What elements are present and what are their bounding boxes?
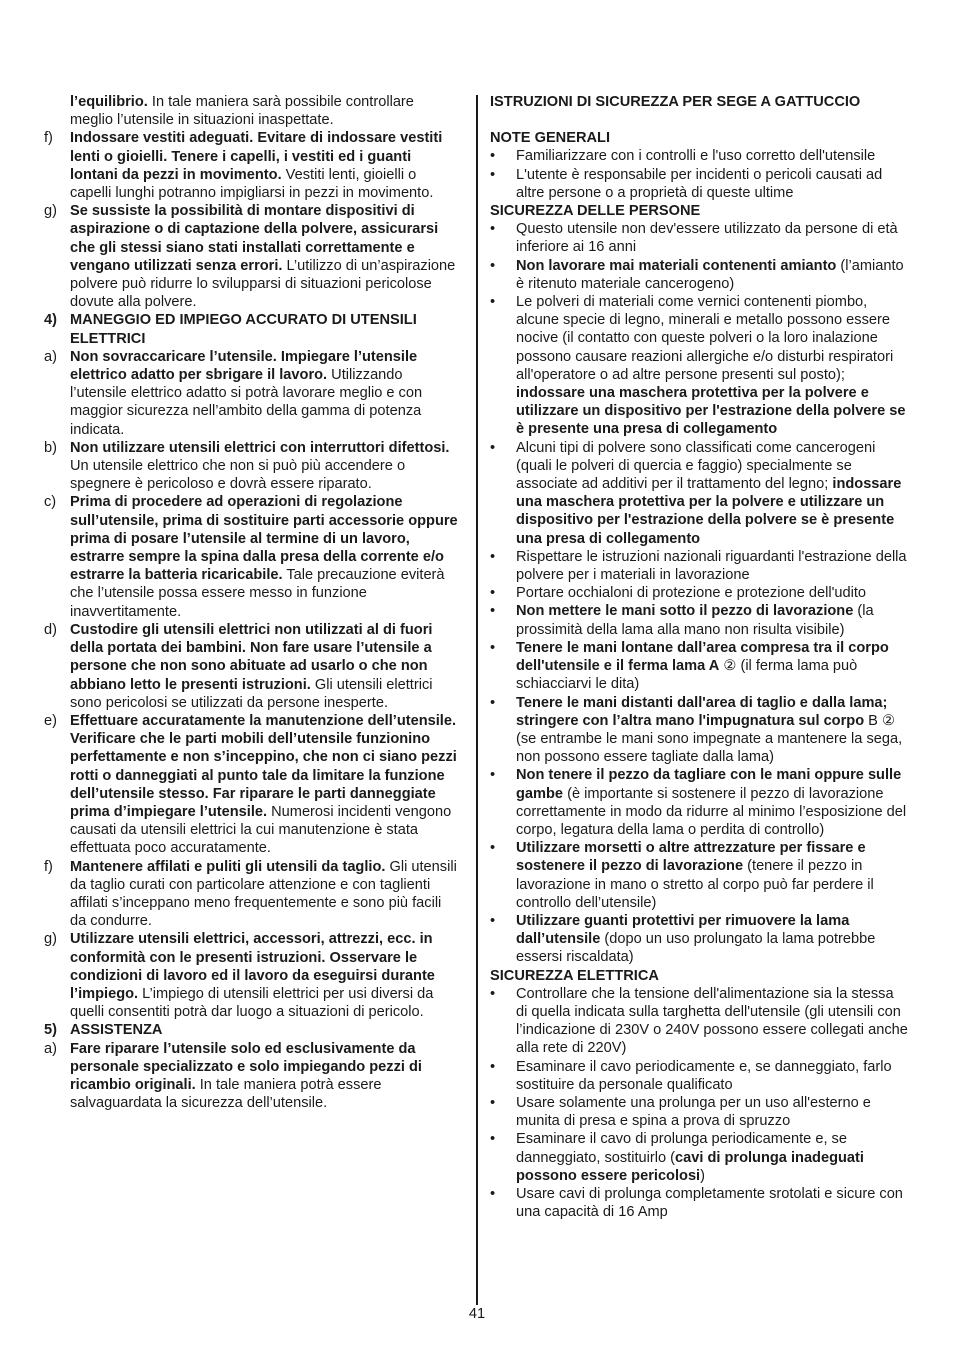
instruction-item	[44, 1040, 458, 1113]
bullet-text: Portare occhialoni di protezione e protezione dell'udito	[516, 585, 867, 602]
bullet-icon: •	[490, 639, 496, 656]
item-bold-text: Custodire gli utensili elettrici non utilizzati al di fuori della portata dei bambini. Non fare usare l’utensile a persone che non sono abituate ad usarlo o che non abbiano letto le presenti istruzioni.	[70, 621, 433, 693]
bullet-item	[490, 257, 908, 293]
item-marker: f)	[44, 858, 53, 875]
left-item-list	[44, 129, 458, 1112]
item-bold-text: Indossare vestiti adeguati. Evitare di indossare vestiti lenti o gioielli. Tenere i capelli, i vestiti ed i guanti lontani da pezzi in movimento.	[70, 130, 443, 183]
right-column	[490, 93, 908, 1221]
bullet-icon: •	[490, 257, 496, 274]
bullet-bold-text: indossare una maschera protettiva per la polvere e utilizzare un dispositivo per l'estrazione della polvere se è presente una presa di collegamento	[516, 385, 906, 438]
bullet-icon: •	[490, 148, 496, 165]
column-divider	[476, 95, 478, 1305]
bullet-item	[490, 293, 908, 439]
bullet-item	[490, 1185, 908, 1221]
bullet-icon: •	[490, 912, 496, 929]
bullet-bold-text: Non mettere le mani sotto il pezzo di lavorazione	[516, 603, 854, 620]
bullet-text: B ② (se entrambe le mani sono impegnate a mantenere la sega, non possono essere tagliate dalla lama)	[516, 712, 903, 766]
bullet-icon: •	[490, 294, 496, 311]
bullet-item	[490, 147, 908, 165]
bullet-item	[490, 694, 908, 767]
section-heading: SICUREZZA DELLE PERSONE	[490, 203, 701, 220]
bullet-icon: •	[490, 221, 496, 238]
bullet-text: Familiarizzare con i controlli e l'uso corretto dell'utensile	[516, 148, 876, 165]
right-section-list	[490, 129, 908, 1221]
item-marker: a)	[44, 1040, 57, 1057]
item-text: L’utilizzo di un’aspirazione polvere può ridurre lo svilupparsi di situazioni pericolose dovute alla polvere.	[70, 257, 456, 311]
bullet-bold-text: Utilizzare guanti protettivi per rimuovere la lama dall’utensile	[516, 912, 850, 948]
bullet-item	[490, 766, 908, 839]
section-heading: SICUREZZA ELETTRICA	[490, 967, 659, 984]
bullet-item	[490, 639, 908, 694]
item-bold-text: Non utilizzare utensili elettrici con interruttori difettosi.	[70, 439, 450, 456]
item-bold-text: ASSISTENZA	[70, 1022, 163, 1039]
item-bold-text: MANEGGIO ED IMPIEGO ACCURATO DI UTENSILI ELETTRICI	[70, 312, 417, 347]
instruction-item	[44, 348, 458, 439]
bullet-item	[490, 548, 908, 584]
item-text: L’impiego di utensili elettrici per usi diversi da quelli consentiti potrà dar luogo a situazioni di pericolo.	[70, 985, 434, 1021]
bullet-text: (l’amianto è ritenuto materiale cancerogeno)	[516, 257, 904, 292]
bullet-bold-text: indossare una maschera protettiva per la polvere e utilizzare un dispositivo per l'estrazione della polvere se è presente una presa di collegamento	[516, 476, 902, 547]
bullet-bold-text: Tenere le mani lontane dall’area compresa tra il corpo dell'utensile e il ferma lama A	[516, 639, 889, 675]
item-text: Tale precauzione eviterà che l’utensile possa essere messo in funzione inavvertitamente.	[70, 567, 445, 620]
item-text: Gli utensili elettrici sono pericolosi se utilizzati da persone inesperte.	[70, 676, 433, 711]
page-number: 41	[468, 1306, 486, 1322]
bullet-item	[490, 439, 908, 548]
item-bold-text: Mantenere affilati e puliti gli utensili da taglio.	[70, 858, 386, 875]
bullet-item	[490, 166, 908, 202]
item-bold-text: Non sovraccaricare l’utensile. Impiegare l’utensile elettrico adatto per sbrigare il lavoro.	[70, 348, 418, 384]
bullet-icon: •	[490, 166, 496, 183]
document-title: ISTRUZIONI DI SICUREZZA PER SEGE A GATTUCCIO	[490, 94, 861, 110]
bullet-text: (la prossimità della lama alla mano non risulta visibile)	[516, 603, 874, 638]
bullet-text: (tenere il pezzo in lavorazione in mano o stretto al corpo può far perdere il controllo dell’utensile)	[516, 858, 874, 911]
bullet-icon: •	[490, 1058, 496, 1075]
bullet-bold-text: cavi di prolunga inadeguati possono essere pericolosi	[516, 1149, 864, 1184]
item-marker: g)	[44, 203, 57, 220]
item-text: In tale maniera potrà essere salvaguardata la sicurezza dell’utensile.	[70, 1076, 382, 1112]
bullet-text: Alcuni tipi di polvere sono classificati come cancerogeni (quali le polveri di quercia e faggio) specialmente se associate ad additivi per il trattamento del legno;	[516, 439, 876, 493]
bullet-text: L'utente è responsabile per incidenti o pericoli causati ad altre persone o a proprietà di queste ultime	[516, 166, 883, 201]
bullet-icon: •	[490, 1131, 496, 1148]
bullet-item	[490, 839, 908, 912]
bullet-icon: •	[490, 840, 496, 857]
bullet-text: Le polveri di materiali come vernici contenenti piombo, alcune specie di legno, minerali e metallo possono essere nocive (il contatto con queste polveri o la loro inalazione possono causare reazioni allergiche e/o disturbi respiratori all'operatore o ad altre persone presenti sul posto);	[516, 294, 894, 383]
instruction-item	[44, 493, 458, 620]
instruction-item	[44, 621, 458, 712]
bullet-item	[490, 1130, 908, 1185]
bullet-text: )	[700, 1167, 705, 1184]
section-heading	[44, 1021, 458, 1039]
bullet-icon: •	[490, 548, 496, 565]
instruction-item	[44, 930, 458, 1021]
bullet-item	[490, 1058, 908, 1094]
bullet-item	[490, 912, 908, 967]
instruction-item	[44, 202, 458, 311]
bullet-text: ② (il ferma lama può schiacciarvi le dita)	[516, 658, 858, 693]
item-text: Numerosi incidenti vengono causati da utensili elettrici la cui manutenzione è stata effettuata poco accuratamente.	[70, 803, 452, 857]
item-marker: 4)	[44, 312, 57, 329]
bullet-icon: •	[490, 985, 496, 1002]
bullet-text: Esaminare il cavo periodicamente e, se danneggiato, farlo sostituire da personale qualificato	[516, 1058, 892, 1093]
bullet-text: Controllare che la tensione dell'alimentazione sia la stessa di quella indicata sulla targhetta dell'utensile (gli utensili con l’indicazione di 230V o 240V possono essere collegati anche alla rete di 220V)	[516, 985, 908, 1057]
bullet-icon: •	[490, 585, 496, 602]
section-heading: NOTE GENERALI	[490, 130, 610, 147]
bullet-bold-text: Non tenere il pezzo da tagliare con le mani oppure sulle gambe	[516, 767, 902, 802]
item-text: Un utensile elettrico che non si può più accendere o spegnere è pericoloso e dovrà essere riparato.	[70, 458, 406, 493]
instruction-item	[44, 858, 458, 931]
bullet-item	[490, 602, 908, 638]
item-marker: e)	[44, 712, 57, 729]
item-marker: g)	[44, 931, 57, 948]
intro-text: In tale maniera sarà possibile controllare meglio l’utensile in situazioni inaspettate.	[70, 94, 414, 129]
item-bold-text: Se sussiste la possibilità di montare dispositivi di aspirazione o di captazione della polvere, assicurarsi che gli stessi siano stati installati correttamente e vengano utilizzati senza errori.	[70, 203, 439, 274]
section-heading	[44, 311, 458, 347]
item-bold-text: Fare riparare l’utensile solo ed esclusivamente da personale specializzato e solo impiegando pezzi di ricambio originali.	[70, 1040, 422, 1093]
item-text: Gli utensili da taglio curati con particolare attenzione e con taglienti affilati s’inceppano meno frequentemente e sono più facili da condurre.	[70, 858, 457, 930]
item-bold-text: Prima di procedere ad operazioni di regolazione sull’utensile, prima di sostituire parti accessorie oppure prima di posare l’utensile al termine di un lavoro, estrarre sempre la spina dalla presa della corrente e/o estrarre la batteria ricaricabile.	[70, 494, 458, 584]
item-marker: b)	[44, 439, 57, 456]
instruction-item	[44, 129, 458, 202]
bullet-bold-text: Utilizzare morsetti o altre attrezzature per fissare e sostenere il pezzo di lavorazione	[516, 840, 866, 875]
item-text: Utilizzando l’utensile elettrico adatto si potrà lavorare meglio e con maggior sicurezza nell’ambito della gamma di potenza indicata.	[70, 367, 423, 438]
bullet-text: (dopo un uso prolungato la lama potrebbe essersi riscaldata)	[516, 931, 876, 966]
bullet-bold-text: Tenere le mani distanti dall'area di taglio e dalla lama; stringere con l’altra mano l'impugnatura sul corpo	[516, 694, 888, 729]
item-marker: d)	[44, 621, 57, 638]
bullet-icon: •	[490, 1185, 496, 1202]
intro-bold: l’equilibrio.	[70, 94, 148, 110]
item-marker: a)	[44, 348, 57, 365]
intro-paragraph	[44, 93, 458, 129]
bullet-text: Usare solamente una prolunga per un uso all'esterno e munita di presa e spina a prova di spruzzo	[516, 1094, 871, 1130]
bullet-icon: •	[490, 1094, 496, 1111]
item-bold-text: Effettuare accuratamente la manutenzione dell’utensile. Verificare che le parti mobili dell’utensile funzionino perfettamente e non s’inceppino, che non ci siano pezzi rotti o danneggiati al punto tale da limitare la funzione dell’utensile stesso. Far riparare le parti danneggiate prima d’impiegare l’utensile.	[70, 712, 457, 820]
bullet-text: Rispettare le istruzioni nazionali riguardanti l'estrazione della polvere per i materiali in lavorazione	[516, 548, 907, 584]
bullet-text: Esaminare il cavo di prolunga periodicamente e, se danneggiato, sostituirlo (	[516, 1131, 847, 1166]
bullet-item	[490, 220, 908, 256]
bullet-text: Questo utensile non dev'essere utilizzato da persone di età inferiore ai 16 anni	[516, 221, 898, 256]
item-marker: f)	[44, 130, 53, 147]
instruction-item	[44, 439, 458, 494]
item-text: Vestiti lenti, gioielli o capelli lunghi potranno impigliarsi in pezzi in movimento.	[70, 166, 434, 202]
item-marker: c)	[44, 494, 57, 511]
left-column	[44, 93, 458, 1112]
item-bold-text: Utilizzare utensili elettrici, accessori, attrezzi, ecc. in conformità con le presenti istruzioni. Osservare le condizioni di lavoro ed il lavoro da eseguirsi durante l’impiego.	[70, 931, 435, 1002]
bullet-item	[490, 985, 908, 1058]
bullet-text: Usare cavi di prolunga completamente srotolati e sicure con una capacità di 16 Amp	[516, 1185, 903, 1221]
instruction-item	[44, 712, 458, 858]
bullet-icon: •	[490, 439, 496, 456]
bullet-text: (è importante si sostenere il pezzo di lavorazione correttamente in modo da ridurre al minimo l’esposizione del corpo, legatura della lama o perdita di controllo)	[516, 785, 907, 838]
item-marker: 5)	[44, 1022, 57, 1039]
bullet-icon: •	[490, 767, 496, 784]
bullet-icon: •	[490, 694, 496, 711]
bullet-icon: •	[490, 603, 496, 620]
bullet-bold-text: Non lavorare mai materiali contenenti amianto	[516, 257, 837, 274]
bullet-item	[490, 584, 908, 602]
bullet-item	[490, 1094, 908, 1130]
